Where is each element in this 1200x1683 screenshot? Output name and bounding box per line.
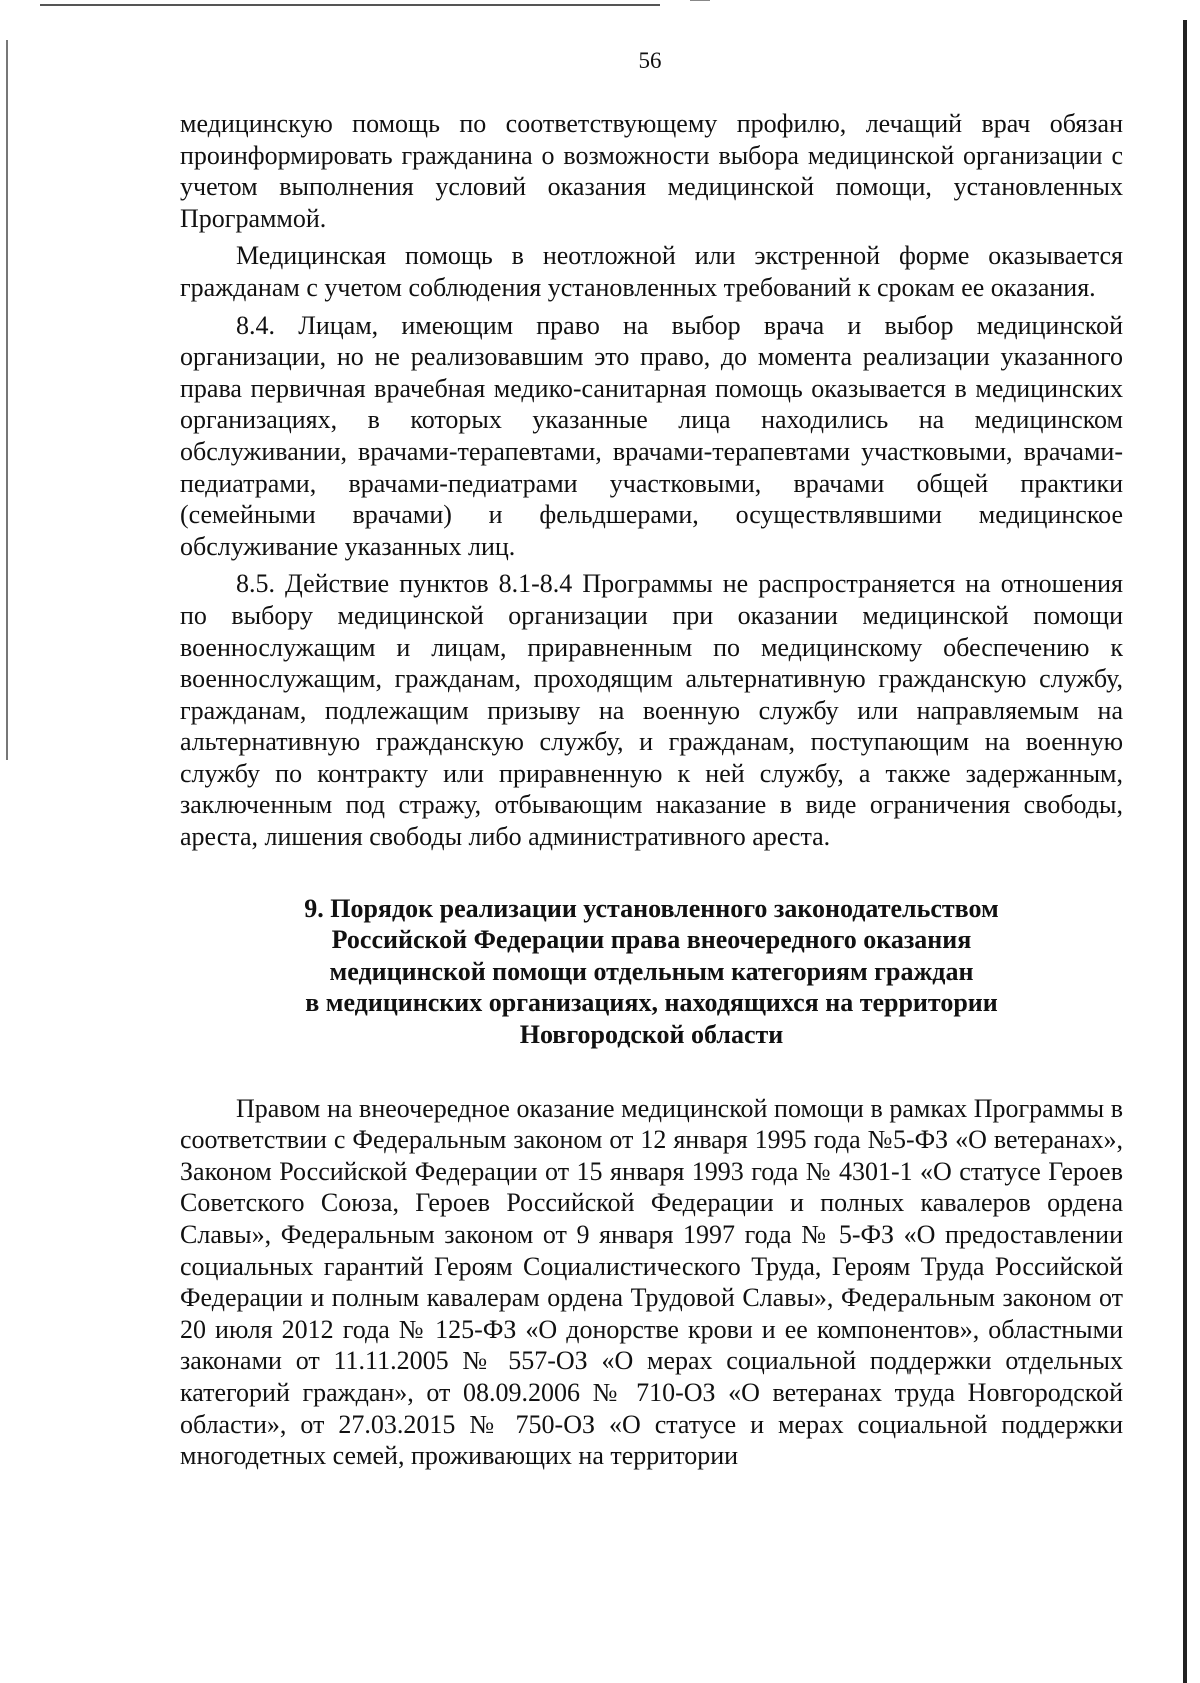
paragraph-2: Медицинская помощь в неотложной или экстренной форме оказывается гражданам с учетом соблюдения установленных требований к срокам ее оказания.	[180, 241, 1123, 302]
scan-border-top-mark	[690, 0, 710, 1]
heading-line-2: Российской Федерации права внеочередного оказания	[331, 925, 972, 955]
heading-line-3: медицинской помощи отдельным категориям граждан	[329, 956, 974, 986]
paragraph-8-5: 8.5. Действие пунктов 8.1-8.4 Программы не распространяется на отношения по выбору медицинской организации при оказании медицинской помощи военнослужащим и лицам, приравненным по медицинскому обеспечению к военнослужащим, гражданам, проходящим альтернативную гражданскую службу, гражданам, подлежащим призыву на военную службу или направляемым на альтернативную гражданскую службу, и гражданам, поступающим на военную службу по контракту или приравненную к ней службу, а также задержанным, заключенным под стражу, отбывающим наказание в виде ограничения свободы, ареста, лишения свободы либо административного ареста.	[180, 569, 1123, 852]
paragraph-9-1: Правом на внеочередное оказание медицинской помощи в рамках Программы в соответствии с Федеральным законом от 12 января 1995 года №5-ФЗ «О ветеранах», Законом Российской Федерации от 15 января 1993 года № 4301-1 «О статусе Героев Советского Союза, Героев Российской Федерации и полных кавалеров ордена Славы», Федеральным законом от 9 января 1997 года № 5-ФЗ «О предоставлении социальных гарантий Героям Социалистического Труда, Героям Труда Российской Федерации и полным кавалерам ордена Трудовой Славы», Федеральным законом от 20 июля 2012 года № 125-ФЗ «О донорстве крови и ее компонентов», областными законами от 11.11.2005 № 557-ОЗ «О мерах социальной поддержки отдельных категорий граждан», от 08.09.2006 № 710-ОЗ «О ветеранах труда Новгородской области», от 27.03.2015 № 750-ОЗ «О статусе и мерах социальной поддержки многодетных семей, проживающих на территории	[180, 1093, 1123, 1471]
paragraph-1: медицинскую помощь по соответствующему профилю, лечащий врач обязан проинформировать гражданина о возможности выбора медицинской организации с учетом выполнения условий оказания медицинской помощи, установленных Программой.	[180, 109, 1123, 233]
heading-line-4: в медицинских организациях, находящихся на территории	[305, 988, 998, 1018]
heading-line-5: Новгородской области	[519, 1020, 784, 1050]
paragraph-8-4: 8.4. Лицам, имеющим право на выбор врача и выбор медицинской организации, но не реализовавшим это право, до момента реализации указанного права первичная врачебная медико-санитарная помощь оказывается в медицинских организациях, в которых указанные лица находились на медицинском обслуживании, врачами-терапевтами, врачами-терапевтами участковыми, врачами-педиатрами, врачами-педиатрами участковыми, врачами общей практики (семейными врачами) и фельдшерами, осуществлявшими медицинское обслуживание указанных лиц.	[180, 310, 1123, 561]
section-9-heading	[180, 893, 1123, 1051]
heading-line-1: 9. Порядок реализации установленного законодательством	[304, 893, 999, 923]
scan-border-top	[40, 4, 660, 6]
scan-border-left	[6, 40, 8, 760]
document-body	[180, 108, 1123, 1478]
scan-border-right	[1183, 20, 1187, 1683]
page-number: 56	[638, 48, 662, 73]
